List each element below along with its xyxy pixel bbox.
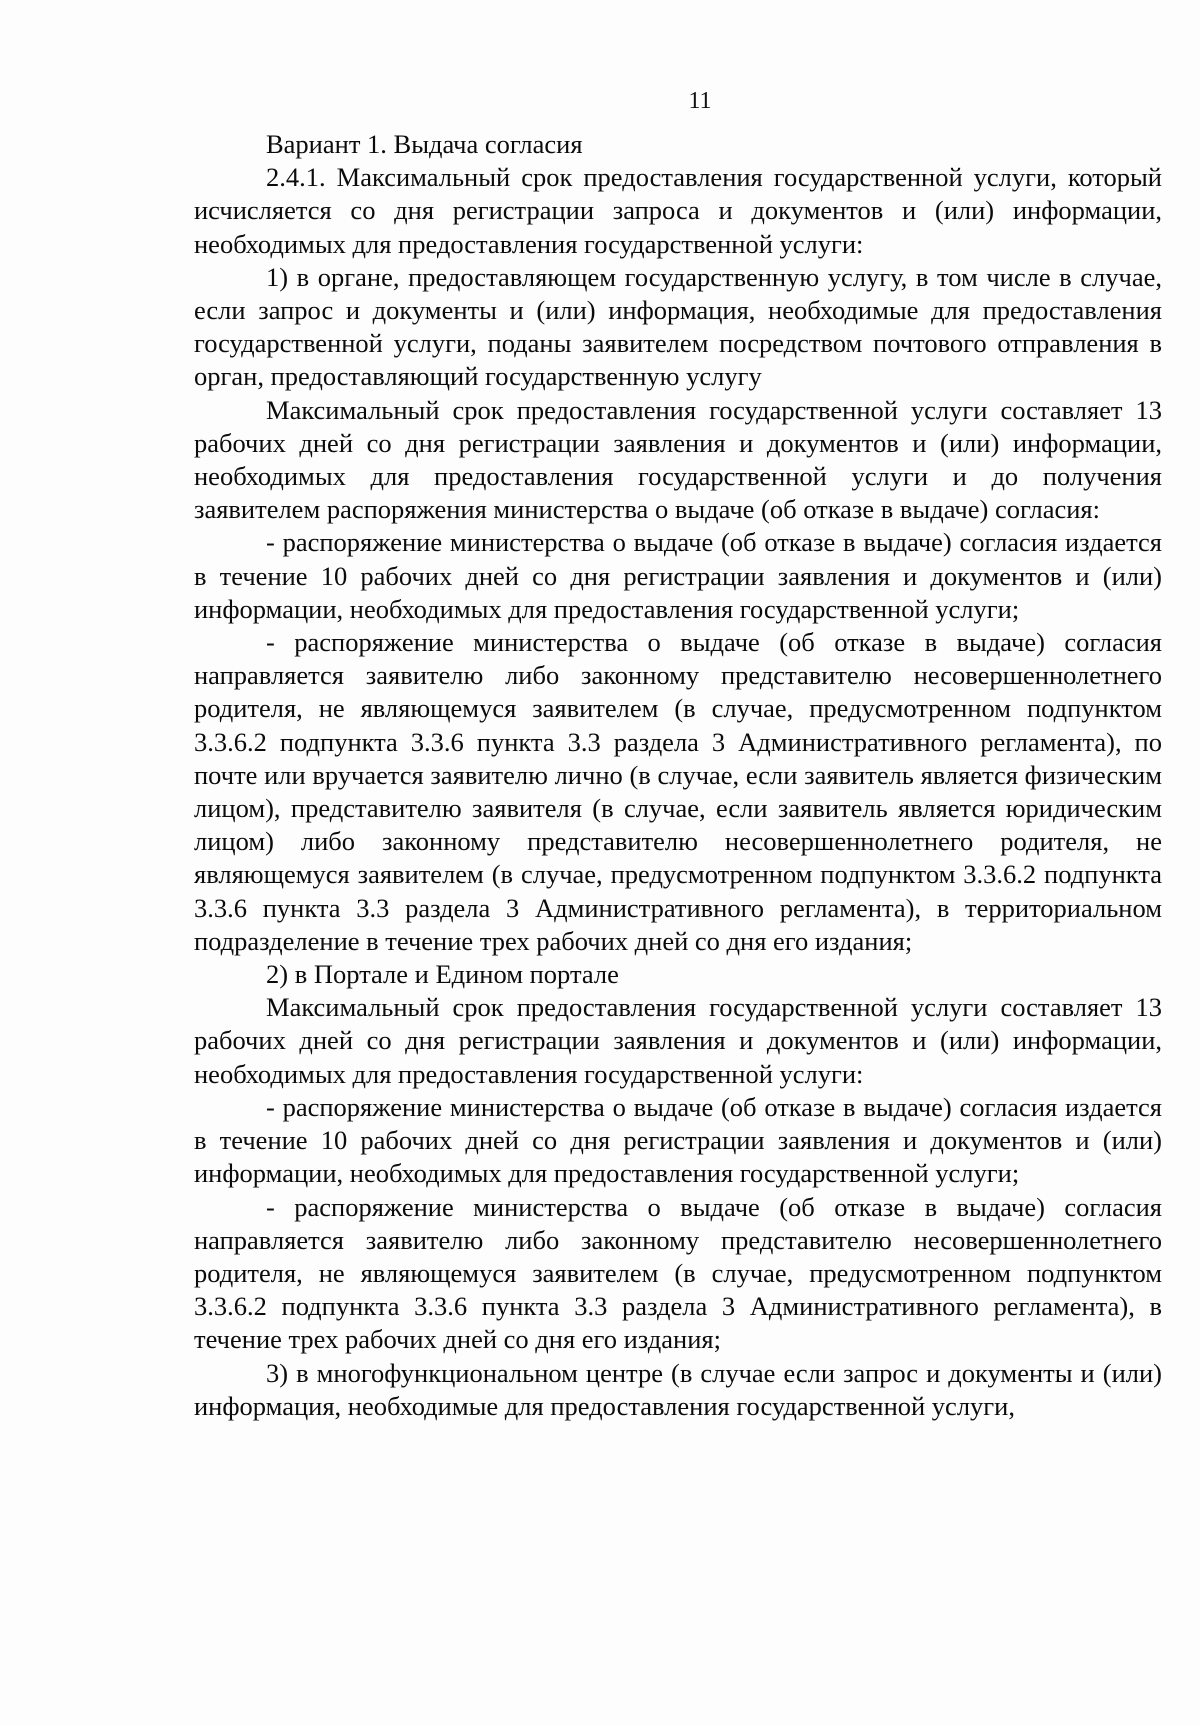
max-term-paragraph-portal: Максимальный срок предоставления государственной услуги составляет 13 рабочих дней со дня регистрации заявления и документов и (или) информации, необходимых для предоставления государственной услуги:: [194, 992, 1162, 1089]
item-3-mfc: 3) в многофункциональном центре (в случае если запрос и документы и (или) информация, необходимые для предоставления государственной услуги,: [194, 1357, 1162, 1421]
bullet-order-sent-portal: - распоряжение министерства о выдаче (об отказе в выдаче) согласия направляется заявителю либо законному представителю несовершеннолетнего родителя, не являющемуся заявителем (в случае, предусмотренном подпунктом 3.3.6.2 подпункта 3.3.6 пункта 3.3 раздела 3 Административного регламента), в течение трех рабочих дней со дня его издания;: [194, 1191, 1162, 1355]
page-number: 11: [688, 88, 712, 114]
paragraph-2-4-1: 2.4.1. Максимальный срок предоставления государственной услуги, который исчисляется со дня регистрации запроса и документов и (или) информации, необходимых для предоставления государственной услуги:: [194, 162, 1162, 259]
variant-heading: Вариант 1. Выдача согласия: [266, 129, 583, 159]
document-body: [194, 128, 1162, 1423]
bullet-order-issued: - распоряжение министерства о выдаче (об отказе в выдаче) согласия издается в течение 10 рабочих дней со дня регистрации заявления и документов и (или) информации, необходимых для предоставления государственной услуги;: [194, 527, 1162, 624]
bullet-order-issued-portal: - распоряжение министерства о выдаче (об отказе в выдаче) согласия издается в течение 10 рабочих дней со дня регистрации заявления и документов и (или) информации, необходимых для предоставления государственной услуги;: [194, 1091, 1162, 1189]
max-term-paragraph: Максимальный срок предоставления государственной услуги составляет 13 рабочих дней со дня регистрации заявления и документов и (или) информации, необходимых для предоставления государственной услуги и до получения заявителем распоряжения министерства о выдаче (об отказе в выдаче) согласия:: [194, 394, 1162, 525]
bullet-order-sent: - распоряжение министерства о выдаче (об отказе в выдаче) согласия направляется заявителю либо законному представителю несовершеннолетнего родителя, не являющемуся заявителем (в случае, предусмотренном подпунктом 3.3.6.2 подпункта 3.3.6 пункта 3.3 раздела 3 Административного регламента), по почте или вручается заявителю лично (в случае, если заявитель является физическим лицом), представителю заявителя (в случае, если заявитель является юридическим лицом) либо законному представителю несовершеннолетнего родителя, не являющемуся заявителем (в случае, предусмотренном подпунктом 3.3.6.2 подпункта 3.3.6 пункта 3.3 раздела 3 Административного регламента), в территориальном подразделение в течение трех рабочих дней со дня его издания;: [194, 627, 1162, 956]
item-1-in-authority: 1) в органе, предоставляющем государственную услугу, в том числе в случае, если запрос и документы и (или) информация, необходимые для предоставления государственной услуги, поданы заявителем посредством почтового отправления в орган, предоставляющий государственную услугу: [194, 261, 1162, 392]
item-2-portal: 2) в Портале и Едином портале: [266, 959, 619, 990]
